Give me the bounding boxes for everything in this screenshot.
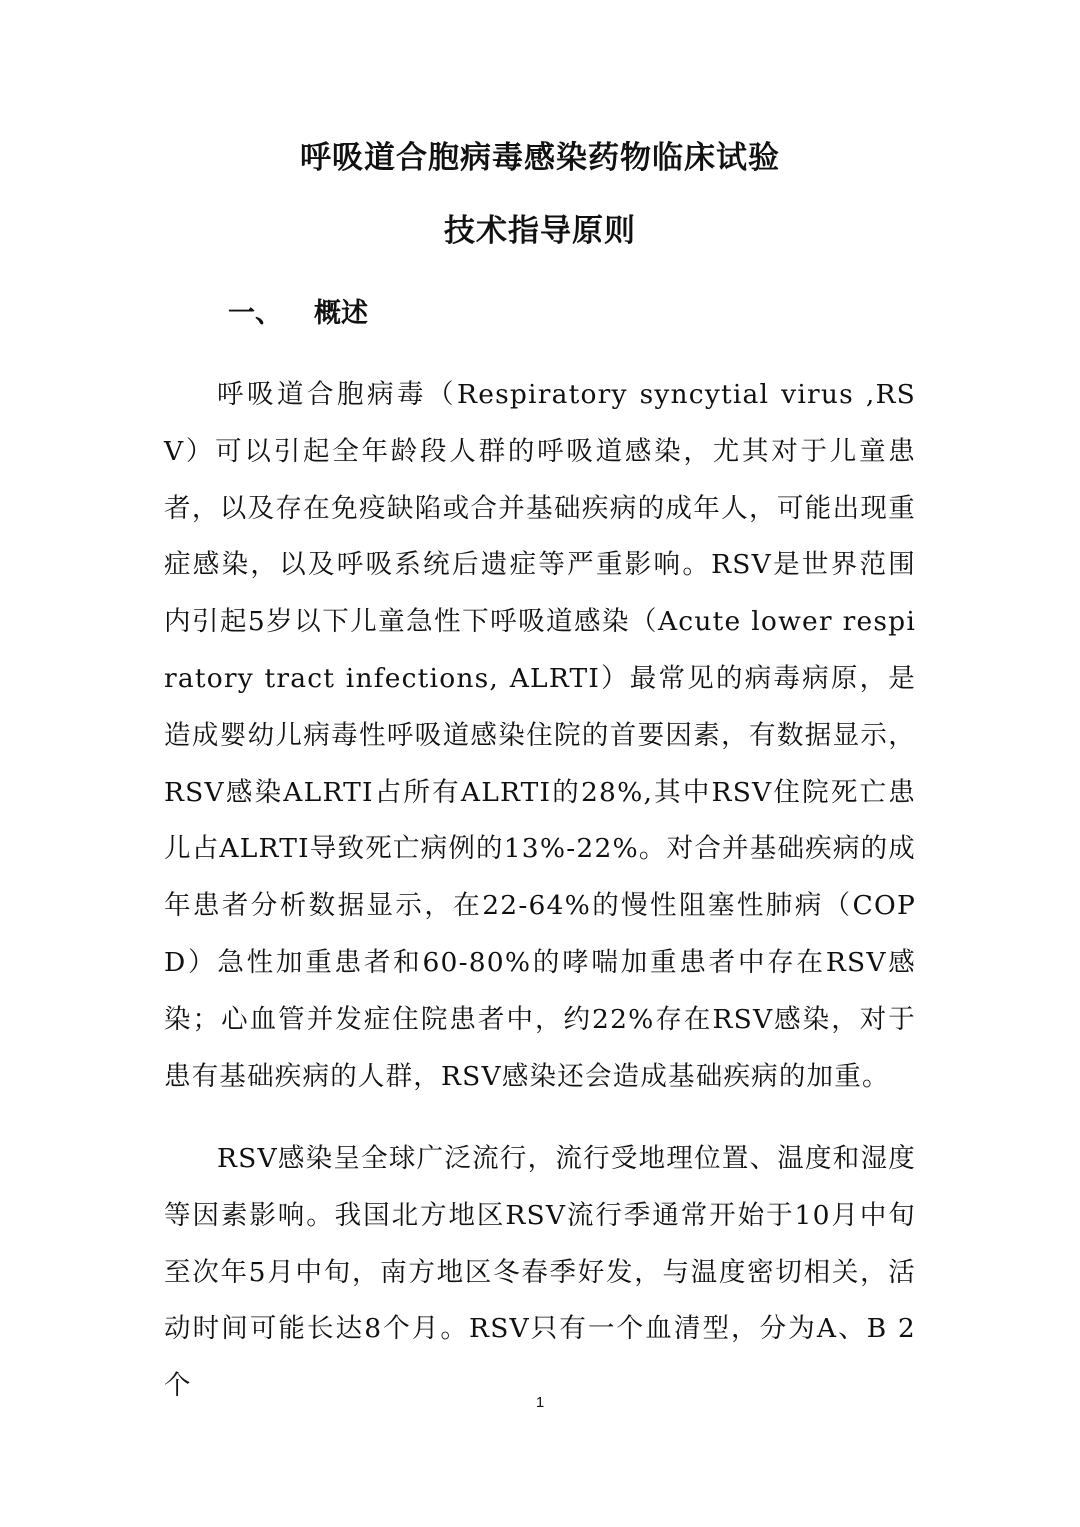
body-paragraph-1: 呼吸道合胞病毒（Respiratory syncytial virus ,RSV）可以引起全年龄段人群的呼吸道感染，尤其对于儿童患者，以及存在免疫缺陷或合并基础疾病的成年人，可能出现重症感染，以及呼吸系统后遗症等严重影响。RSV是世界范围内引起5岁以下儿童急性下呼吸道感染（Acute lower respiratory tract infections, ALRTI）最常见的病毒病原，是造成婴幼儿病毒性呼吸道感染住院的首要因素，有数据显示，RSV感染ALRTI占所有ALRTI的28%,其中RSV住院死亡患儿占ALRTI导致死亡病例的13%-22%。对合并基础疾病的成年患者分析数据显示，在22-64%的慢性阻塞性肺病（COPD）急性加重患者和60-80%的哮喘加重患者中存在RSV感染；心血管并发症住院患者中，约22%存在RSV感染，对于患有基础疾病的人群，RSV感染还会造成基础疾病的加重。	[164, 379, 916, 1092]
body-paragraph-2: RSV感染呈全球广泛流行，流行受地理位置、温度和湿度等因素影响。我国北方地区RSV流行季通常开始于10月中旬至次年5月中旬，南方地区冬春季好发，与温度密切相关，活动时间可能长达8个月。RSV只有一个血清型，分为A、B 2个	[164, 1143, 916, 1402]
section-title: 概述	[314, 298, 368, 329]
page-number: 1	[535, 1394, 545, 1411]
document-title-line-1: 呼吸道合胞病毒感染药物临床试验	[300, 140, 780, 176]
section-heading	[228, 294, 368, 334]
document-title-line-2: 技术指导原则	[444, 213, 636, 249]
section-number: 一、	[228, 298, 282, 329]
